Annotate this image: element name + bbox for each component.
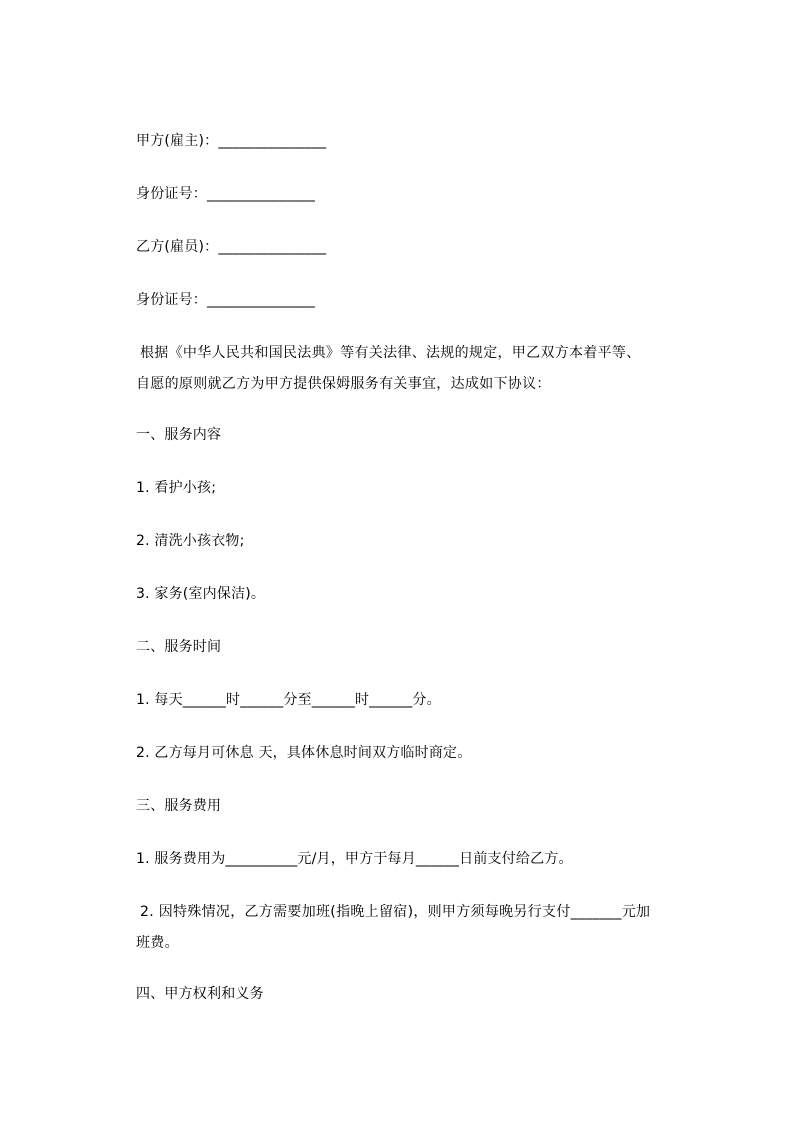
section-3-item-2: [136, 902, 716, 953]
party-b-field: 乙方(雇员)：_______________: [136, 239, 327, 255]
preamble-line-2: 自愿的原则就乙方为甲方提供保姆服务有关事宜，达成如下协议：: [136, 376, 551, 392]
section-1-item-3: 3. 家务(室内保洁)。: [136, 586, 266, 602]
section-1-heading: 一、服务内容: [136, 427, 222, 443]
section-4-heading: 四、甲方权利和义务: [136, 986, 264, 1002]
section-3-item-2-line-2: 班费。: [136, 935, 179, 951]
section-2-heading: 二、服务时间: [136, 639, 222, 655]
section-3-heading: 三、服务费用: [136, 798, 222, 814]
section-3-item-2-line-1: 2. 因特殊情况，乙方需要加班(指晚上留宿)，则甲方须每晚另行支付_______元加: [140, 904, 651, 920]
party-a-field: 甲方(雇主)：_______________: [136, 133, 327, 149]
preamble-line-1: 根据《中华人民共和国民法典》等有关法律、法规的规定，甲乙双方本着平等、: [140, 345, 641, 361]
section-1-item-2: 2. 清洗小孩衣物;: [136, 533, 245, 549]
party-a-id-field: 身份证号：_______________: [136, 186, 315, 202]
section-2-item-1: 1. 每天______时______分至______时______分。: [136, 692, 441, 708]
preamble-paragraph: [136, 343, 716, 394]
party-b-id-field: 身份证号：_______________: [136, 292, 315, 308]
section-1-item-1: 1. 看护小孩;: [136, 480, 217, 496]
section-3-item-1: 1. 服务费用为__________元/月，甲方于每月______日前支付给乙方。: [136, 851, 573, 867]
section-2-item-2: 2. 乙方每月可休息 天，具体休息时间双方临时商定。: [136, 745, 472, 761]
